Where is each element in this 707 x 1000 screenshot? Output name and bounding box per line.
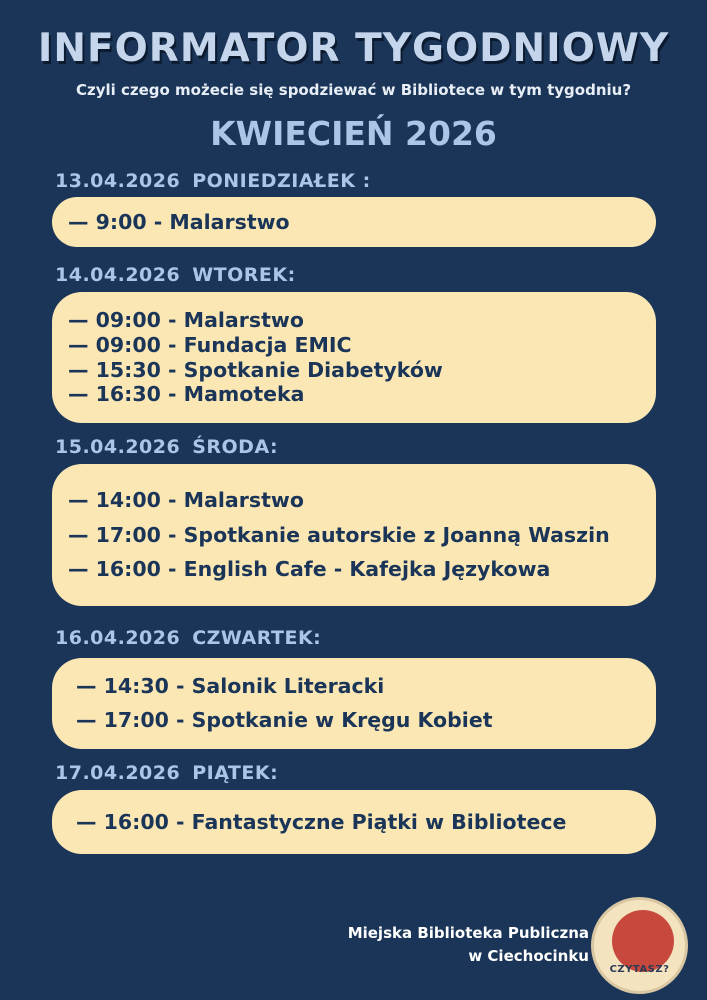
day-header-tuesday <box>55 264 296 286</box>
page-subtitle: Czyli czego możecie się spodziewać w Bibliotece w tym tygodniu? <box>75 81 632 99</box>
event-item: — 16:00 - English Cafe - Kafejka Językowa <box>68 557 551 582</box>
day-header-monday <box>55 170 371 192</box>
month-heading: KWIECIEŃ 2026 <box>210 114 497 153</box>
library-logo <box>591 897 688 994</box>
event-item: — 16:00 - Fantastyczne Piątki w Bibliotece <box>76 809 567 834</box>
day-name: PIĄTEK: <box>192 762 279 784</box>
events-box-monday <box>52 197 656 247</box>
day-date: 14.04.2026 <box>55 264 181 286</box>
day-name: ŚRODA: <box>192 436 279 458</box>
library-name-line2: w Ciechocinku <box>468 946 589 965</box>
events-box-tuesday <box>52 292 656 423</box>
day-header-wednesday <box>55 436 278 458</box>
day-name: CZWARTEK: <box>192 627 322 649</box>
library-name <box>348 922 589 967</box>
event-item: — 09:00 - Malarstwo <box>68 308 304 333</box>
event-item: — 09:00 - Fundacja EMIC <box>68 332 352 357</box>
event-item: — 16:30 - Mamoteka <box>68 382 305 407</box>
event-item: — 17:00 - Spotkanie w Kręgu Kobiet <box>76 707 493 732</box>
event-item: — 14:00 - Malarstwo <box>68 487 304 512</box>
events-box-thursday <box>52 658 656 749</box>
reader-face-icon <box>612 910 674 972</box>
day-date: 17.04.2026 <box>55 762 181 784</box>
day-date: 15.04.2026 <box>55 436 181 458</box>
events-box-friday <box>52 790 656 854</box>
day-date: 16.04.2026 <box>55 627 181 649</box>
day-name: PONIEDZIAŁEK : <box>192 170 371 192</box>
events-box-wednesday <box>52 464 656 606</box>
page-title: INFORMATOR TYGODNIOWY <box>37 26 670 71</box>
event-item: — 9:00 - Malarstwo <box>68 209 290 234</box>
day-header-thursday <box>55 627 321 649</box>
day-name: WTOREK: <box>192 264 296 286</box>
event-item: — 15:30 - Spotkanie Diabetyków <box>68 357 443 382</box>
day-date: 13.04.2026 <box>55 170 181 192</box>
day-header-friday <box>55 762 278 784</box>
event-item: — 14:30 - Salonik Literacki <box>76 673 385 698</box>
logo-text: CZYTASZ? <box>609 964 670 975</box>
event-item: — 17:00 - Spotkanie autorskie z Joanną Waszin <box>68 522 610 547</box>
library-name-line1: Miejska Biblioteka Publiczna <box>347 924 589 942</box>
